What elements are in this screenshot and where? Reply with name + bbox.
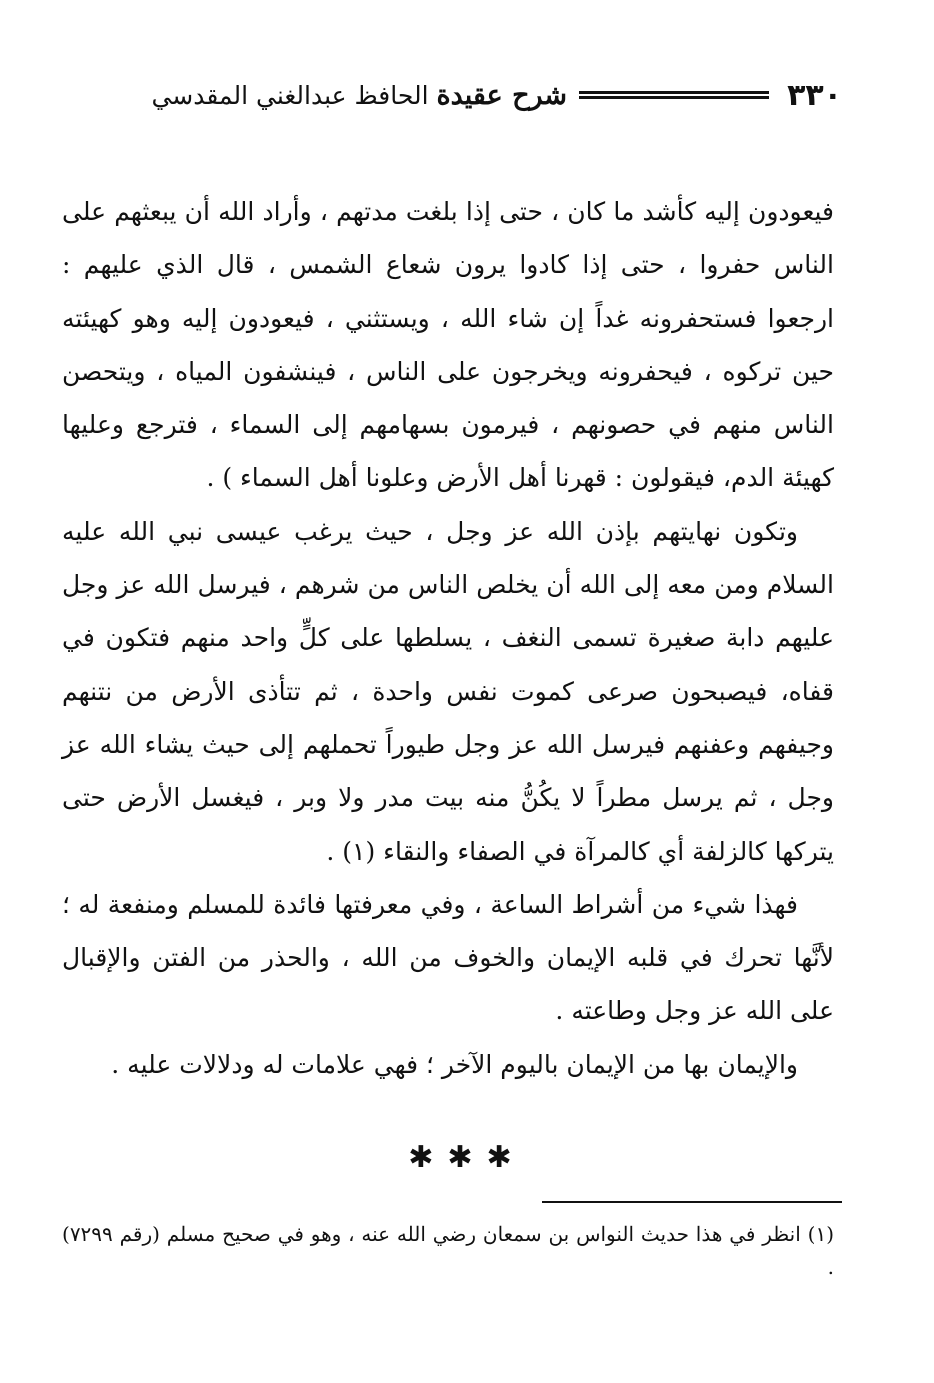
running-title: [151, 79, 568, 111]
running-title-rest: الحافظ عبدالغني المقدسي: [151, 80, 437, 110]
footnote-1: (١) انظر في هذا حديث النواس بن سمعان رضي الله عنه ، وهو في صحيح مسلم (رقم ٧٢٩٩) .: [62, 1222, 834, 1279]
paragraph-3: فهذا شيء من أشراط الساعة ، وفي معرفتها فائدة للمسلم ومنفعة له ؛ لأنَّها تحرك في قلبه الإيمان والخوف من الله ، والحذر من الفتن والإقبال على الله عز وجل وطاعته .: [62, 889, 834, 1026]
section-separator-stars: ✱✱✱: [408, 1140, 526, 1175]
main-text: [62, 185, 834, 1091]
footnote: [62, 1218, 834, 1284]
paragraph-1: فيعودون إليه كأشد ما كان ، حتى إذا بلغت مدتهم ، وأراد الله أن يبعثهم على الناس حفروا ، حتى إذا كادوا يرون شعاع الشمس ، قال الذي عليهم : ارجعوا فستحفرونه غداً إن شاء الله ، ويستثني ، فيعودون إليه وهو كهيئته حين تركوه ، فيحفرونه ويخرجون على الناس ، فينشفون المياه ، ويتحصن الناس منهم في حصونهم ، فيرمون بسهامهم إلى السماء ، فترجع وعليها كهيئة الدم، فيقولون : قهرنا أهل الأرض وعلونا أهل السماء ) .: [62, 197, 834, 493]
page-number: ٣٣٠: [787, 77, 842, 113]
header-rule: [579, 91, 769, 99]
paragraph-4: والإيمان بها من الإيمان باليوم الآخر ؛ فهي علامات له ودلالات عليه .: [111, 1049, 798, 1079]
running-title-bold: شرح عقيدة: [436, 79, 568, 111]
footnote-rule: [542, 1201, 842, 1203]
page-header: [26, 70, 842, 120]
paragraph-2: وتكون نهايتهم بإذن الله عز وجل ، حيث يرغب عيسى نبي الله عليه السلام ومن معه إلى الله أن يخلص الناس من شرهم ، فيرسل الله عز وجل عليهم دابة صغيرة تسمى النغف ، يسلطها على كلٍّ واحد منهم فتكون في قفاه، فيصبحون صرعى كموت نفس واحدة ، ثم تتأذى الأرض من نتنهم وجيفهم وعفنهم فيرسل الله عز وجل طيوراً تحملهم إلى حيث يشاء الله عز وجل ، ثم يرسل مطراً لا يكُنُّ منه بيت مدر ولا وبر ، فيغسل الأرض حتى يتركها كالزلفة أي كالمرآة في الصفاء والنقاء (١) .: [62, 516, 834, 866]
